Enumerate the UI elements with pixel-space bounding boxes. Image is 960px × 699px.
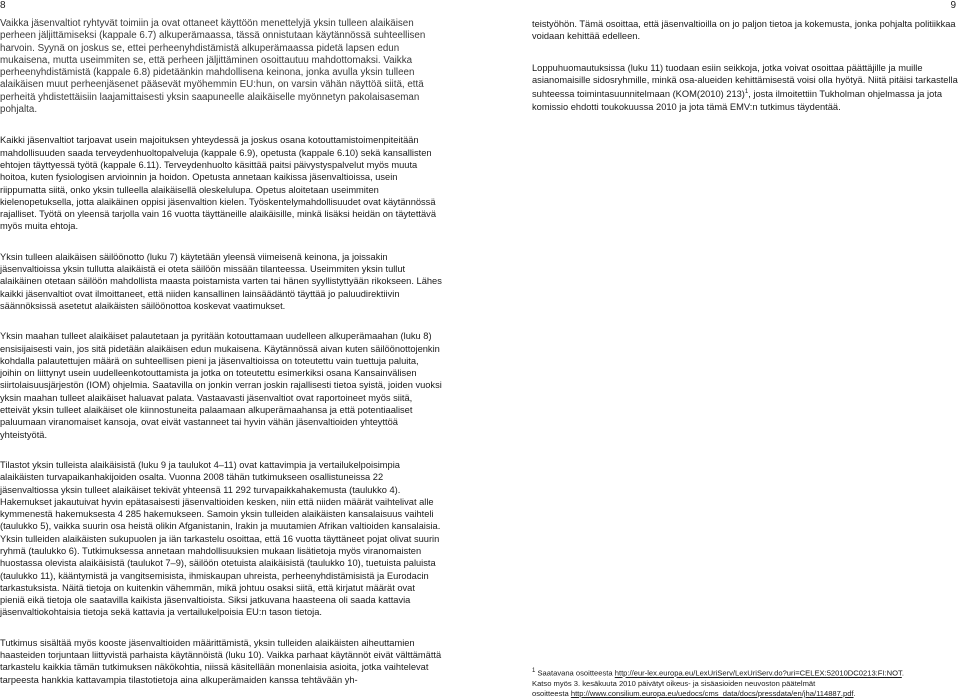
footnote-1-line2: Katso myös 3. kesäkuuta 2010 päivätyt oikeus- ja sisäasioiden neuvoston päätelmät xyxy=(532,678,816,688)
page-number-left: 8 xyxy=(0,0,6,11)
paragraph-detention: Yksin tulleen alaikäisen säilöönotto (luku 7) käytetään yleensä viimeisenä keinona, ja joissakin jäsenvaltioissa yksin tullutta alaikäistä ei oteta säilöön missään tilanteessa. Useimmiten yksin tullut alaikäinen otetaan säilöön mahdollista maasta poistamista varten tai hänen syyllistyttyään rikokseen. Lähes kaikki jäsenvaltiot ovat ilmoittaneet, että niiden kansallinen lainsäädäntö täyttää jo paluudirektiivin säännöksissä asetetut alaikäisten säilöönottoa koskevat vaatimukset. xyxy=(0,251,442,311)
paragraph-services: Kaikki jäsenvaltiot tarjoavat usein majoituksen yhteydessä ja joskus osana kotouttamistoimenpiteitään mahdollisuuden saada terveydenhuoltopalveluja (kappale 6.9), opetusta (kappale 6.10) sekä kansallisten ehtojen täyttyessä työtä (kappale 6.11). Terveydenhuolto käsittää paitsi päivystyspalvelut myös muuta hoitoa, kuten fysiologisen arvioinnin ja hoidon. Opetusta annetaan kaikissa jäsenvaltioissa, usein riippumatta siitä, onko yksin tulleella alaikäisellä oleskelulupa. Opetus aloitetaan useimmiten kielenopetuksella, jotta alaikäinen oppisi jäsenvaltion kielen. Työskentelymahdollisuudet ovat käytännössä rajalliset. Työtä on yleensä tarjolla vain 16 vuotta täyttäneille alaikäisille, minkä lisäksi heidän on täytettävä myös muita ehtoja. xyxy=(0,135,436,232)
paragraph-statistics: Tilastot yksin tulleista alaikäisistä (luku 9 ja taulukot 4–11) ovat kattavimpia ja vertailukelpoisimpia alaikäisten turvapaikanhakijoiden osalta. Vuonna 2008 tähän tutkimukseen osallistuneissa 22 jäsenvaltiossa yksin tulleet alaikäiset tekivät yhteensä 11 292 turvapaikkahakemusta (taulukko 4). Hakemukset jakautuivat hyvin epätasaisesti jäsenvaltioiden kesken, niin että niiden määrät vaihtelivat alle kymmenestä hakemuksesta 4 285 hakemukseen. Samoin yksin tulleiden alaikäisten kansalaisuus vaihteli (taulukko 5), vaikka suurin osa heistä olikin Afganistanin, Irakin ja muutamien Afrikan valtioiden kansalaisia. Yksin tulleiden alaikäisten sukupuolen ja iän tarkastelu osoittaa, että 16 vuotta täyttäneet pojat olivat suurin ryhmä (taulukko 6). Tutkimuksessa annetaan mahdollisuuksien mukaan lisätietoja myös viranomaisten huostassa olevista alaikäisistä (taulukot 7–9), säilöön otetuista alaikäisistä (taulukko 10), tuetuista paluista (taulukko 11), kääntymistä ja vangitsemisista, ihmiskaupan uhreista, perheenyhdistämisistä ja Eurodacin tarkastuksista. Näitä tietoja on kuitenkin vähemmän, mikä johtuu osaksi siitä, että kirjatut määrät ovat pieniä eikä tietoja ole saatavilla kaikista jäsenvaltioista. Siksi jatkuvana haasteena oli saada kattavia jäsenvaltiokohtaisia tietoja sekä kattavia ja vertailukelpoisia EU:n tason tietoja. xyxy=(0,459,441,618)
paragraph-return: Yksin maahan tulleet alaikäiset palautetaan ja pyritään kotouttamaan uudelleen alkuperämaahan (luku 8) ensisijaisesti vain, jos sitä pidetään alaikäisen edun mukaisena. Käytännössä aivan kuten säilöönottojenkin kohdalla palautettujen määrä on suhteellisen pieni ja jäsenvaltioissa on toteutettu vain tuettuja paluita, joihin on liittynyt usein uudelleenkotouttamista ja jotka on toteutettu esimerkiksi osana Kansainvälisen siirtolaisuusjärjestön (IOM) ohjelmia. Saatavilla on jonkin verran joskin rajallisesti tietoa syistä, joiden vuoksi yksin maahan tulleet alaikäiset haluavat palata. Vastaavasti jäsenvaltiot ovat raportoineet myös siitä, etteivät yksin tulleet alaikäiset ole kiinnostuneita palaamaan alkuperämaahansa ja että potentiaaliset paluumaan viranomaiset kansoja, ovat eivät vastanneet tai hyvin vähän jäsenvaltioiden yhteyttöä yhteistyötä. xyxy=(0,331,442,440)
footnote-link-consilium[interactable]: http://www.consilium.europa.eu/uedocs/cms_data/docs/pressdata/en/jha/114887.pdf xyxy=(570,688,854,698)
paragraph-continuation: teistyöhön. Tämä osoittaa, että jäsenvaltioilla on jo paljon tietoa ja kokemusta, jonka pohjalta politiikkaa voidaan kehittää edelleen. xyxy=(532,19,956,42)
left-column xyxy=(0,18,442,686)
intro-paragraph: Vaikka jäsenvaltiot ryhtyvät toimiin ja ovat ottaneet käyttöön menettelyjä yksin tulleen alaikäisen perheen jäljittämiseksi (kappale 6.7) alkuperämaassa, tässä onnistutaan käytännössä suhteellisen harvoin. Syynä on joskus se, ettei perheenyhdistämistä alkuperämaassa pidetä lapsen edun mukaisena, mutta useimmiten se, että perheen jäljittäminen osoittautuu mahdottomaksi. Vaikka perheenyhdistämistä (kappale 6.8) pidetäänkin mahdollisena keinona, jonka avulla yksin tulleen alaikäisen muut perheenjäsenet pääsevät myöhemmin EU:hun, on varsin vähän näyttöä siitä, että perheitä yhdistettäisiin laajamittaisesti yksin saapuneelle alaikäiselle myönnetyn pakolaisaseman pohjalta. xyxy=(0,18,426,116)
conclusions-text: Loppuhuomautuksissa (luku 11) tuodaan esiin seikkoja, jotka voivat osoittaa päättäjille ja muille asianomaisille sidosryhmille, minkä osa-alueiden kehittämisestä voisi olla hyötyä. Niitä pitäisi tarkastella suhteessa toimintasuunnitelmaan (KOM(2010) 213) xyxy=(532,62,958,100)
footnote-ref[interactable]: 1 xyxy=(744,89,749,96)
footnotes xyxy=(532,666,960,699)
footnote-1-line3-text: osoitteesta xyxy=(532,688,571,698)
conclusions-text-end: , josta ilmoitettiin Tukholman ohjelmassa ja jota komissio ehdotti toukokuussa 2010 ja jota tämä EMV:n tutkimus täydentää. xyxy=(532,89,943,112)
footnote-1-line3-end: . xyxy=(853,688,856,698)
footnote-1-end: . xyxy=(901,668,904,678)
footnote-1-line3 xyxy=(532,689,960,699)
right-column xyxy=(532,18,960,113)
paragraph-conclusions xyxy=(532,62,960,113)
footnote-1 xyxy=(532,666,960,679)
footnote-1-text: Saatavana osoitteesta xyxy=(537,668,615,678)
page-number-right: 9 xyxy=(950,0,956,11)
paragraph-best-practices: Tutkimus sisältää myös kooste jäsenvaltioiden määrittämistä, yksin tulleiden alaikäisten aiheuttamien haasteiden torjuntaan liittyvistä parhaista käytännöistä (luku 10). Vaikka parhaat käytännöt eivät välttämättä tarkastelu kaikkia tämän tutkimuksen näkökohtia, niissä käsitellään monenlaisia asioita, jotka vaihtelevat tarpeesta hankkia kattavampia tilastotietoja aina alkuperämaiden kanssa tehtävään yh- xyxy=(0,637,442,685)
footnote-marker: 1 xyxy=(532,668,536,674)
footnote-link-eurlex[interactable]: http://eur-lex.europa.eu/LexUriServ/LexUriServ.do?uri=CELEX:52010DC0213:FI:NOT xyxy=(614,668,902,678)
